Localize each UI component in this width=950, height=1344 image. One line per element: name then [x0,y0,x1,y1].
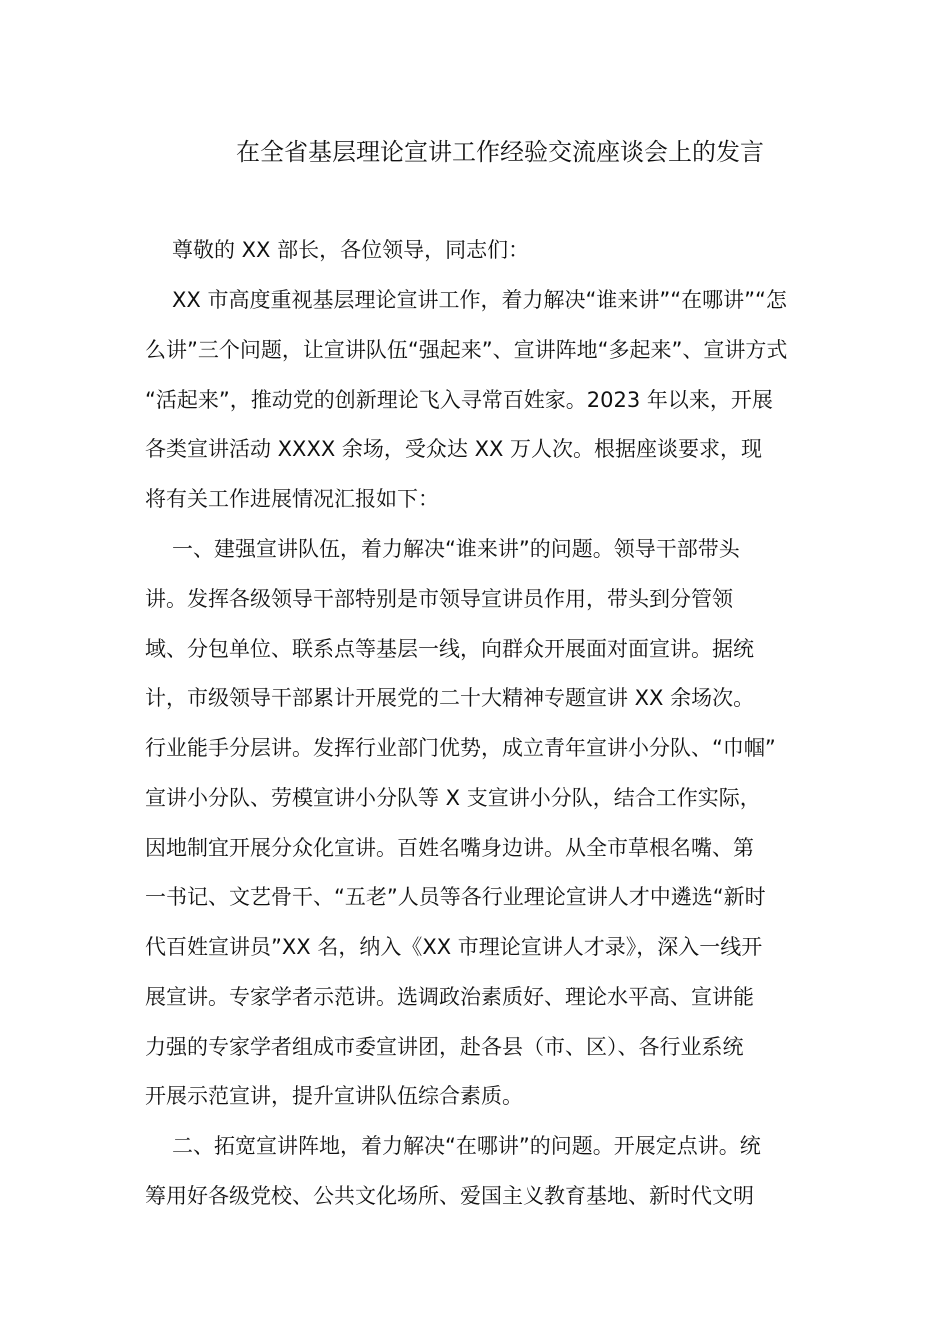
paragraph-line: 二、拓宽宣讲阵地，着力解决“在哪讲”的问题。开展定点讲。统 [172,1134,761,1158]
paragraph-line: “活起来”，推动党的创新理论飞入寻常百姓家。2023 年以来，开展 [145,388,773,412]
paragraph-line: XX 市高度重视基层理论宣讲工作，着力解决“谁来讲”“在哪讲”“怎 [172,288,787,312]
paragraph-line: 行业能手分层讲。发挥行业部门优势，成立青年宣讲小分队、“巾帼” [145,736,776,760]
paragraph-line: 因地制宜开展分众化宣讲。百姓名嘴身边讲。从全市草根名嘴、第 [145,836,754,860]
paragraph-line: 么讲”三个问题，让宣讲队伍“强起来”、宣讲阵地“多起来”、宣讲方式 [145,338,788,362]
paragraph-line: 展宣讲。专家学者示范讲。选调政治素质好、理论水平高、宣讲能 [145,985,754,1009]
paragraph-line: 各类宣讲活动 XXXX 余场，受众达 XX 万人次。根据座谈要求，现 [145,437,763,461]
paragraph-line: 筹用好各级党校、公共文化场所、爱国主义教育基地、新时代文明 [145,1184,754,1208]
paragraph-line: 讲。发挥各级领导干部特别是市领导宣讲员作用，带头到分管领 [145,587,733,611]
paragraph-line: 一书记、文艺骨干、“五老”人员等各行业理论宣讲人才中遴选“新时 [145,885,766,909]
paragraph-line: 宣讲小分队、劳模宣讲小分队等 X 支宣讲小分队，结合工作实际， [145,786,761,810]
paragraph-line: 将有关工作进展情况汇报如下： [145,487,439,511]
paragraph-line: 一、建强宣讲队伍，着力解决“谁来讲”的问题。领导干部带头 [172,537,740,561]
paragraph-line: 域、分包单位、联系点等基层一线，向群众开展面对面宣讲。据统 [145,637,754,661]
salutation-line: 尊敬的 XX 部长，各位领导，同志们： [172,238,530,262]
paragraph-line: 力强的专家学者组成市委宣讲团，赴各县（市、区）、各行业系统 [145,1035,744,1059]
paragraph-line: 开展示范宣讲，提升宣讲队伍综合素质。 [145,1084,523,1108]
paragraph-line: 代百姓宣讲员”XX 名，纳入《XX 市理论宣讲人才录》，深入一线开 [145,935,763,959]
paragraph-line: 计，市级领导干部累计开展党的二十大精神专题宣讲 XX 余场次。 [145,686,755,710]
document-title: 在全省基层理论宣讲工作经验交流座谈会上的发言 [236,138,764,166]
